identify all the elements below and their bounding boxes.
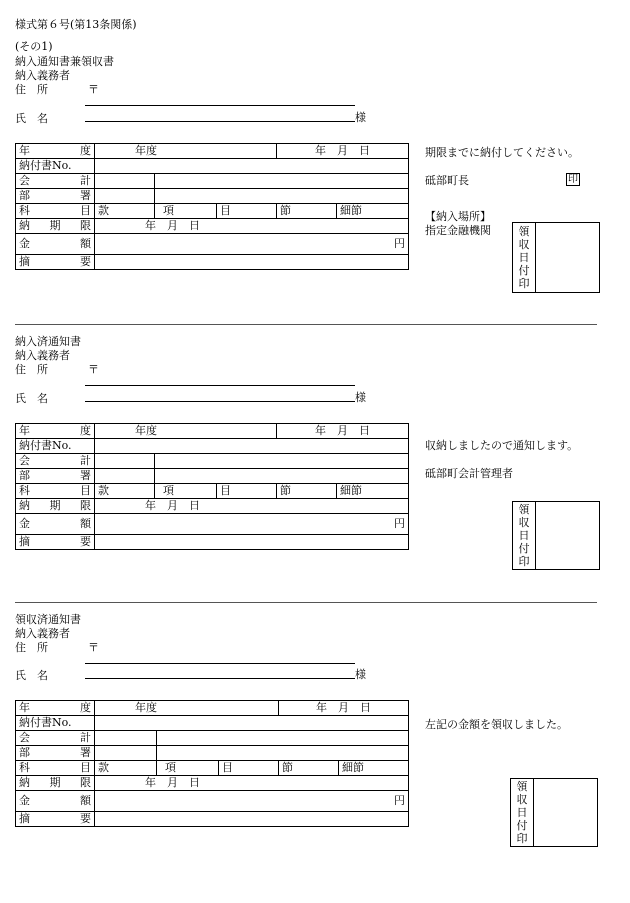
kou-cell: 項 — [155, 484, 217, 499]
setsu-cell: 節 — [277, 484, 337, 499]
dept-value — [155, 189, 409, 204]
summary-label-cell: 摘 要 — [16, 535, 95, 550]
saisetsu-cell: 細節 — [339, 761, 409, 776]
fiscal-year-cell: 年度 — [95, 144, 277, 159]
sama-suffix: 様 — [355, 391, 366, 404]
notice-no-value — [95, 439, 409, 454]
name-line — [85, 401, 355, 402]
payment-place-label: 【納入場所】 — [425, 210, 491, 223]
form-part: (その1) — [15, 40, 53, 53]
subject-label-cell: 科 目 — [16, 484, 95, 499]
fiscal-year-cell: 年度 — [95, 424, 277, 439]
kan-cell: 款 — [95, 204, 155, 219]
subject-label-cell: 科 目 — [16, 761, 95, 776]
notice-no-label: 納付書No. — [16, 439, 95, 454]
account-code — [95, 174, 155, 189]
summary-value — [95, 255, 409, 270]
account-label-cell: 会 計 — [16, 731, 95, 746]
address-line — [85, 105, 355, 106]
notice-no-label: 納付書No. — [16, 159, 95, 174]
name-label: 氏 名 — [15, 669, 48, 682]
summary-value — [95, 535, 409, 550]
issuer-accountant: 砥部町会計管理者 — [425, 467, 513, 480]
dept-label-cell: 部 署 — [16, 189, 95, 204]
obligor-label: 納入義務者 — [15, 627, 70, 640]
kan-cell: 款 — [95, 761, 157, 776]
deadline-date: 年 月 日 — [95, 499, 409, 514]
account-code — [95, 731, 157, 746]
account-label-cell: 会 計 — [16, 454, 95, 469]
year-label-cell: 年 度 — [16, 424, 95, 439]
saisetsu-cell: 細節 — [337, 484, 409, 499]
sama-suffix: 様 — [355, 111, 366, 124]
seal-mark — [566, 172, 580, 186]
account-code — [95, 454, 155, 469]
section-title: 納入済通知書 — [15, 335, 81, 348]
seal-text: 印 — [568, 174, 578, 185]
sama-suffix: 様 — [355, 668, 366, 681]
receipt-stamp-label: 領 収 日 付 印 — [513, 223, 536, 292]
receipt-stamp-box — [510, 778, 598, 847]
receipt-stamp-box — [512, 501, 600, 570]
account-label-cell: 会 計 — [16, 174, 95, 189]
section-title: 納入通知書兼領収書 — [15, 55, 114, 68]
notice-no-label: 納付書No. — [16, 716, 95, 731]
address-label: 住 所 — [15, 83, 48, 96]
issuer-mayor: 砥部町長 — [425, 174, 469, 187]
amount-label-cell: 金 額 — [16, 514, 95, 535]
dept-code — [95, 189, 155, 204]
notice-no-value — [95, 716, 409, 731]
receipt-stamp-box — [512, 222, 600, 293]
payment-place: 指定金融機関 — [425, 224, 491, 237]
deadline-label-cell: 納 期 限 — [16, 776, 95, 791]
name-label: 氏 名 — [15, 392, 48, 405]
section-divider — [15, 324, 597, 325]
setsu-cell: 節 — [279, 761, 339, 776]
summary-value — [95, 812, 409, 827]
account-value — [157, 731, 409, 746]
dept-label-cell: 部 署 — [16, 746, 95, 761]
section-divider — [15, 602, 597, 603]
moku-cell: 目 — [217, 484, 277, 499]
setsu-cell: 節 — [277, 204, 337, 219]
name-line — [85, 121, 355, 122]
address-line — [85, 663, 355, 664]
saisetsu-cell: 細節 — [337, 204, 409, 219]
address-label: 住 所 — [15, 363, 48, 376]
moku-cell: 目 — [217, 204, 277, 219]
account-value — [155, 454, 409, 469]
form-number: 様式第６号(第13条関係) — [15, 18, 137, 31]
dept-value — [155, 469, 409, 484]
summary-label-cell: 摘 要 — [16, 812, 95, 827]
payment-table — [15, 423, 409, 550]
amount-label-cell: 金 額 — [16, 234, 95, 255]
address-label: 住 所 — [15, 641, 48, 654]
amount-label-cell: 金 額 — [16, 791, 95, 812]
obligor-label: 納入義務者 — [15, 349, 70, 362]
amount-value: 円 — [95, 514, 409, 535]
kou-cell: 項 — [155, 204, 217, 219]
deadline-label-cell: 納 期 限 — [16, 499, 95, 514]
account-value — [155, 174, 409, 189]
issue-date-cell: 年 月 日 — [277, 144, 409, 159]
address-line — [85, 385, 355, 386]
receipt-stamp-label: 領 収 日 付 印 — [513, 502, 536, 569]
subject-label-cell: 科 目 — [16, 204, 95, 219]
deadline-message: 期限までに納付してください。 — [425, 146, 579, 159]
kou-cell: 項 — [157, 761, 219, 776]
dept-label-cell: 部 署 — [16, 469, 95, 484]
postal-mark: 〒 — [88, 83, 99, 96]
notice-no-value — [95, 159, 409, 174]
name-label: 氏 名 — [15, 112, 48, 125]
summary-label-cell: 摘 要 — [16, 255, 95, 270]
receipt-message: 左記の金額を領収しました。 — [425, 718, 568, 731]
obligor-label: 納入義務者 — [15, 69, 70, 82]
issue-date-cell: 年 月 日 — [279, 701, 409, 716]
received-message: 収納しましたので通知します。 — [425, 439, 579, 452]
moku-cell: 目 — [219, 761, 279, 776]
fiscal-year-cell: 年度 — [95, 701, 279, 716]
receipt-stamp-label: 領 収 日 付 印 — [511, 779, 534, 846]
dept-code — [95, 469, 155, 484]
postal-mark: 〒 — [88, 363, 99, 376]
payment-table — [15, 143, 409, 270]
postal-mark: 〒 — [88, 641, 99, 654]
year-label-cell: 年 度 — [16, 144, 95, 159]
issue-date-cell: 年 月 日 — [277, 424, 409, 439]
deadline-date: 年 月 日 — [95, 776, 409, 791]
deadline-date: 年 月 日 — [95, 219, 409, 234]
payment-table — [15, 700, 409, 827]
section-title: 領収済通知書 — [15, 613, 81, 626]
dept-code — [95, 746, 157, 761]
name-line — [85, 678, 355, 679]
year-label-cell: 年 度 — [16, 701, 95, 716]
kan-cell: 款 — [95, 484, 155, 499]
amount-value: 円 — [95, 791, 409, 812]
dept-value — [157, 746, 409, 761]
amount-value: 円 — [95, 234, 409, 255]
deadline-label-cell: 納 期 限 — [16, 219, 95, 234]
